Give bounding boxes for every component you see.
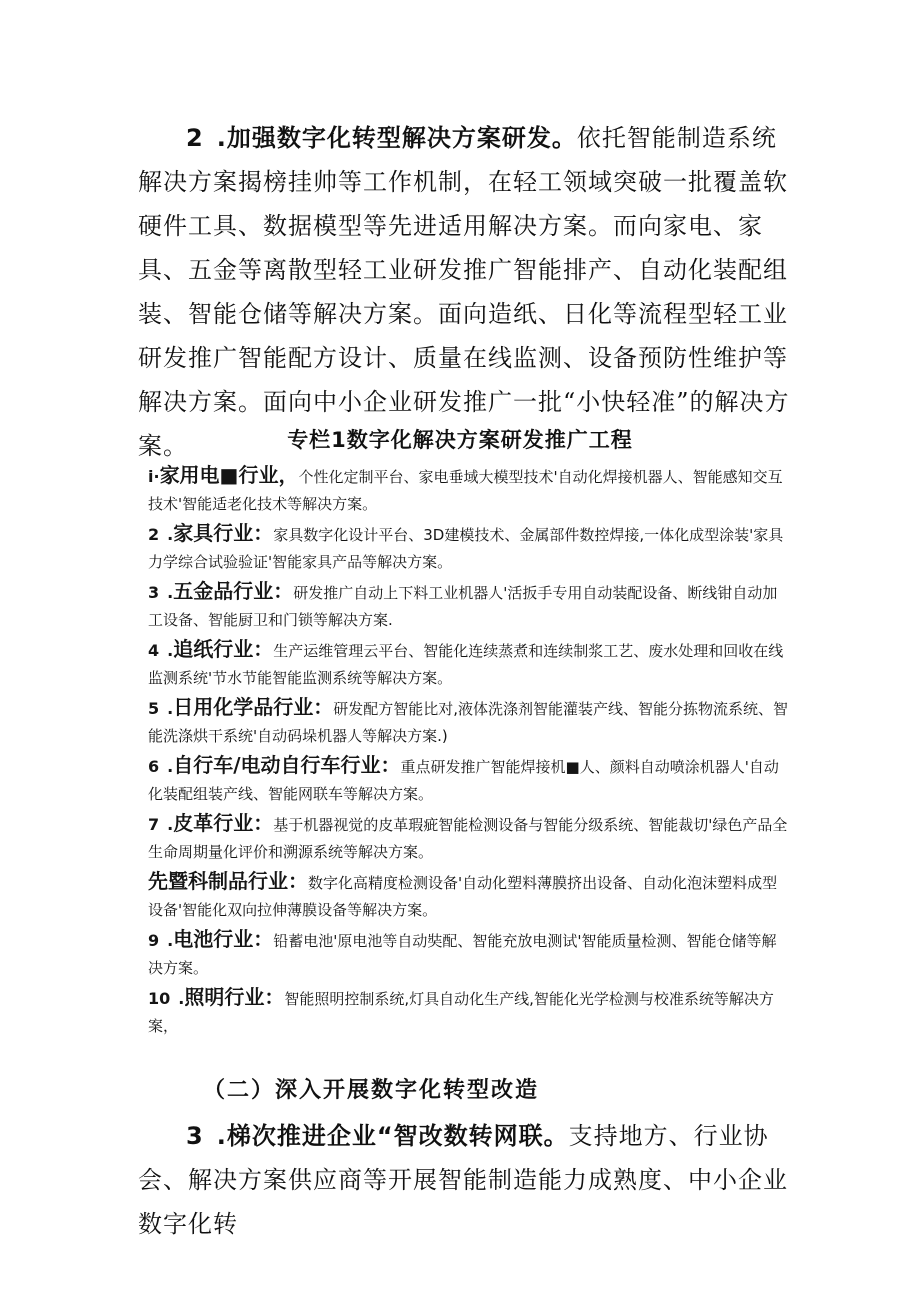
box-item-number: 10 .: [148, 989, 185, 1008]
box-item-description: 基于机器视觉的皮革瑕疵智能检测设备与智能分级系统、智能裁切'绿色产品全生命周期量化评价和溯源系统等解决方案。: [148, 816, 788, 861]
paragraph-2: [138, 116, 798, 468]
box-item-industry: 自行车/电动自行车行业：: [173, 753, 401, 777]
box-item-description: 重点研发推广智能焊接机■人、颜料自动喷涂机器人'自动化装配组装产线、智能网联车等解决方案。: [148, 758, 779, 803]
box-item-industry: 日用化学品行业：: [173, 695, 334, 719]
box-item-description: 铅蓄电池'原电池等自动奘配、智能充放电测试'智能质量检测、智能仓储等解决方案。: [148, 932, 777, 977]
box-item-description: 生产运维管理云平台、智能化连续蒸煮和连续制浆工艺、废水处理和回收在线监测系统'节水节能智能监测系统等解决方案。: [148, 642, 784, 687]
box-item-industry: 先暨科制品行业：: [148, 869, 308, 893]
box-item: [148, 752, 788, 810]
box-item-number: i·: [148, 467, 160, 486]
box-item-description: 研发配方智能比对,液体洗涤剂智能灌装产线、智能分拣物流系统、智能洗涤烘干系统'自动码垛机器人等解决方案.): [148, 700, 788, 745]
box-item-industry: 五金品行业：: [173, 579, 294, 603]
box-item: [148, 636, 788, 694]
box-item: [148, 462, 788, 520]
box-item-number: 4 .: [148, 641, 174, 660]
box-item-number: 7 .: [148, 815, 174, 834]
paragraph-3: [138, 1114, 798, 1246]
box-item: [148, 868, 788, 926]
box-item-industry: 电池行业：: [173, 927, 274, 951]
box-item-description: 个性化定制平台、家电垂域大模型技术'自动化焊接机器人、智能感知交互技术'智能适老化技术等解决方案。: [148, 468, 783, 513]
box-item-number: 3 .: [148, 583, 174, 602]
paragraph-2-lead: 2 .加强数字化转型解决方案研发。: [186, 124, 577, 152]
box-item: [148, 810, 788, 868]
box-item-industry: 家具行业：: [173, 521, 274, 545]
box-item: [148, 578, 788, 636]
box-item-number: 5 .: [148, 699, 174, 718]
box-item-description: 研发推广自动上下料工业机器人'活扳手专用自动装配设备、断线钳自动加工设备、智能厨卫和门锁等解决方案.: [148, 584, 778, 629]
box-item-list: [148, 462, 788, 1042]
paragraph-3-lead: 3 .梯次推进企业“智改数转网联。: [186, 1122, 569, 1150]
box-item-description: 家具数字化设计平台、3D建模技术、金属部件数控焊接,一体化成型涂装'家具力学综合试验验证'智能家具产品等解决方案。: [148, 526, 784, 571]
box-title: 专栏1数字化解决方案研发推广工程: [287, 428, 633, 452]
paragraph-3-text: 支持地方、行业协会、解决方案供应商等开展智能制造能力成熟度、中小企业数字化转: [138, 1122, 788, 1238]
box-item: [148, 694, 788, 752]
box-item-industry: 家用电■行业，: [159, 463, 299, 487]
box-item-number: 2 .: [148, 525, 174, 544]
section-heading: （二）深入开展数字化转型改造: [203, 1077, 540, 1103]
box-item: [148, 520, 788, 578]
box-item: [148, 984, 788, 1042]
box-item-industry: 照明行业：: [184, 985, 285, 1009]
box-item-number: 9 .: [148, 931, 174, 950]
box-item-industry: 追纸行业：: [173, 637, 274, 661]
box-item-description: 智能照明控制系统,灯具自动化生产线,智能化光学检测与校准系统等解决方案，: [148, 990, 774, 1035]
box-item-description: 数字化高精度检测设备'自动化塑料薄膜挤出设备、自动化泡沫塑料成型设备'智能化双向拉伸薄膜设备等解决方案。: [148, 874, 778, 919]
box-item-industry: 皮革行业：: [173, 811, 274, 835]
box-item: [148, 926, 788, 984]
paragraph-2-text: 依托智能制造系统解决方案揭榜挂帅等工作机制，在轻工领域突破一批覆盖软硬件工具、数据模型等先进适用解决方案。而向家电、家具、五金等离散型轻工业研发推广智能排产、自动化装配组装、智能仓储等解决方案。面向造纸、日化等流程型轻工业研发推广智能配方设计、质量在线监测、设备预防性维护等解决方案。面向中小企业研发推广一批“小快轻准”的解决方案。: [138, 124, 790, 460]
box-item-number: 6 .: [148, 757, 174, 776]
